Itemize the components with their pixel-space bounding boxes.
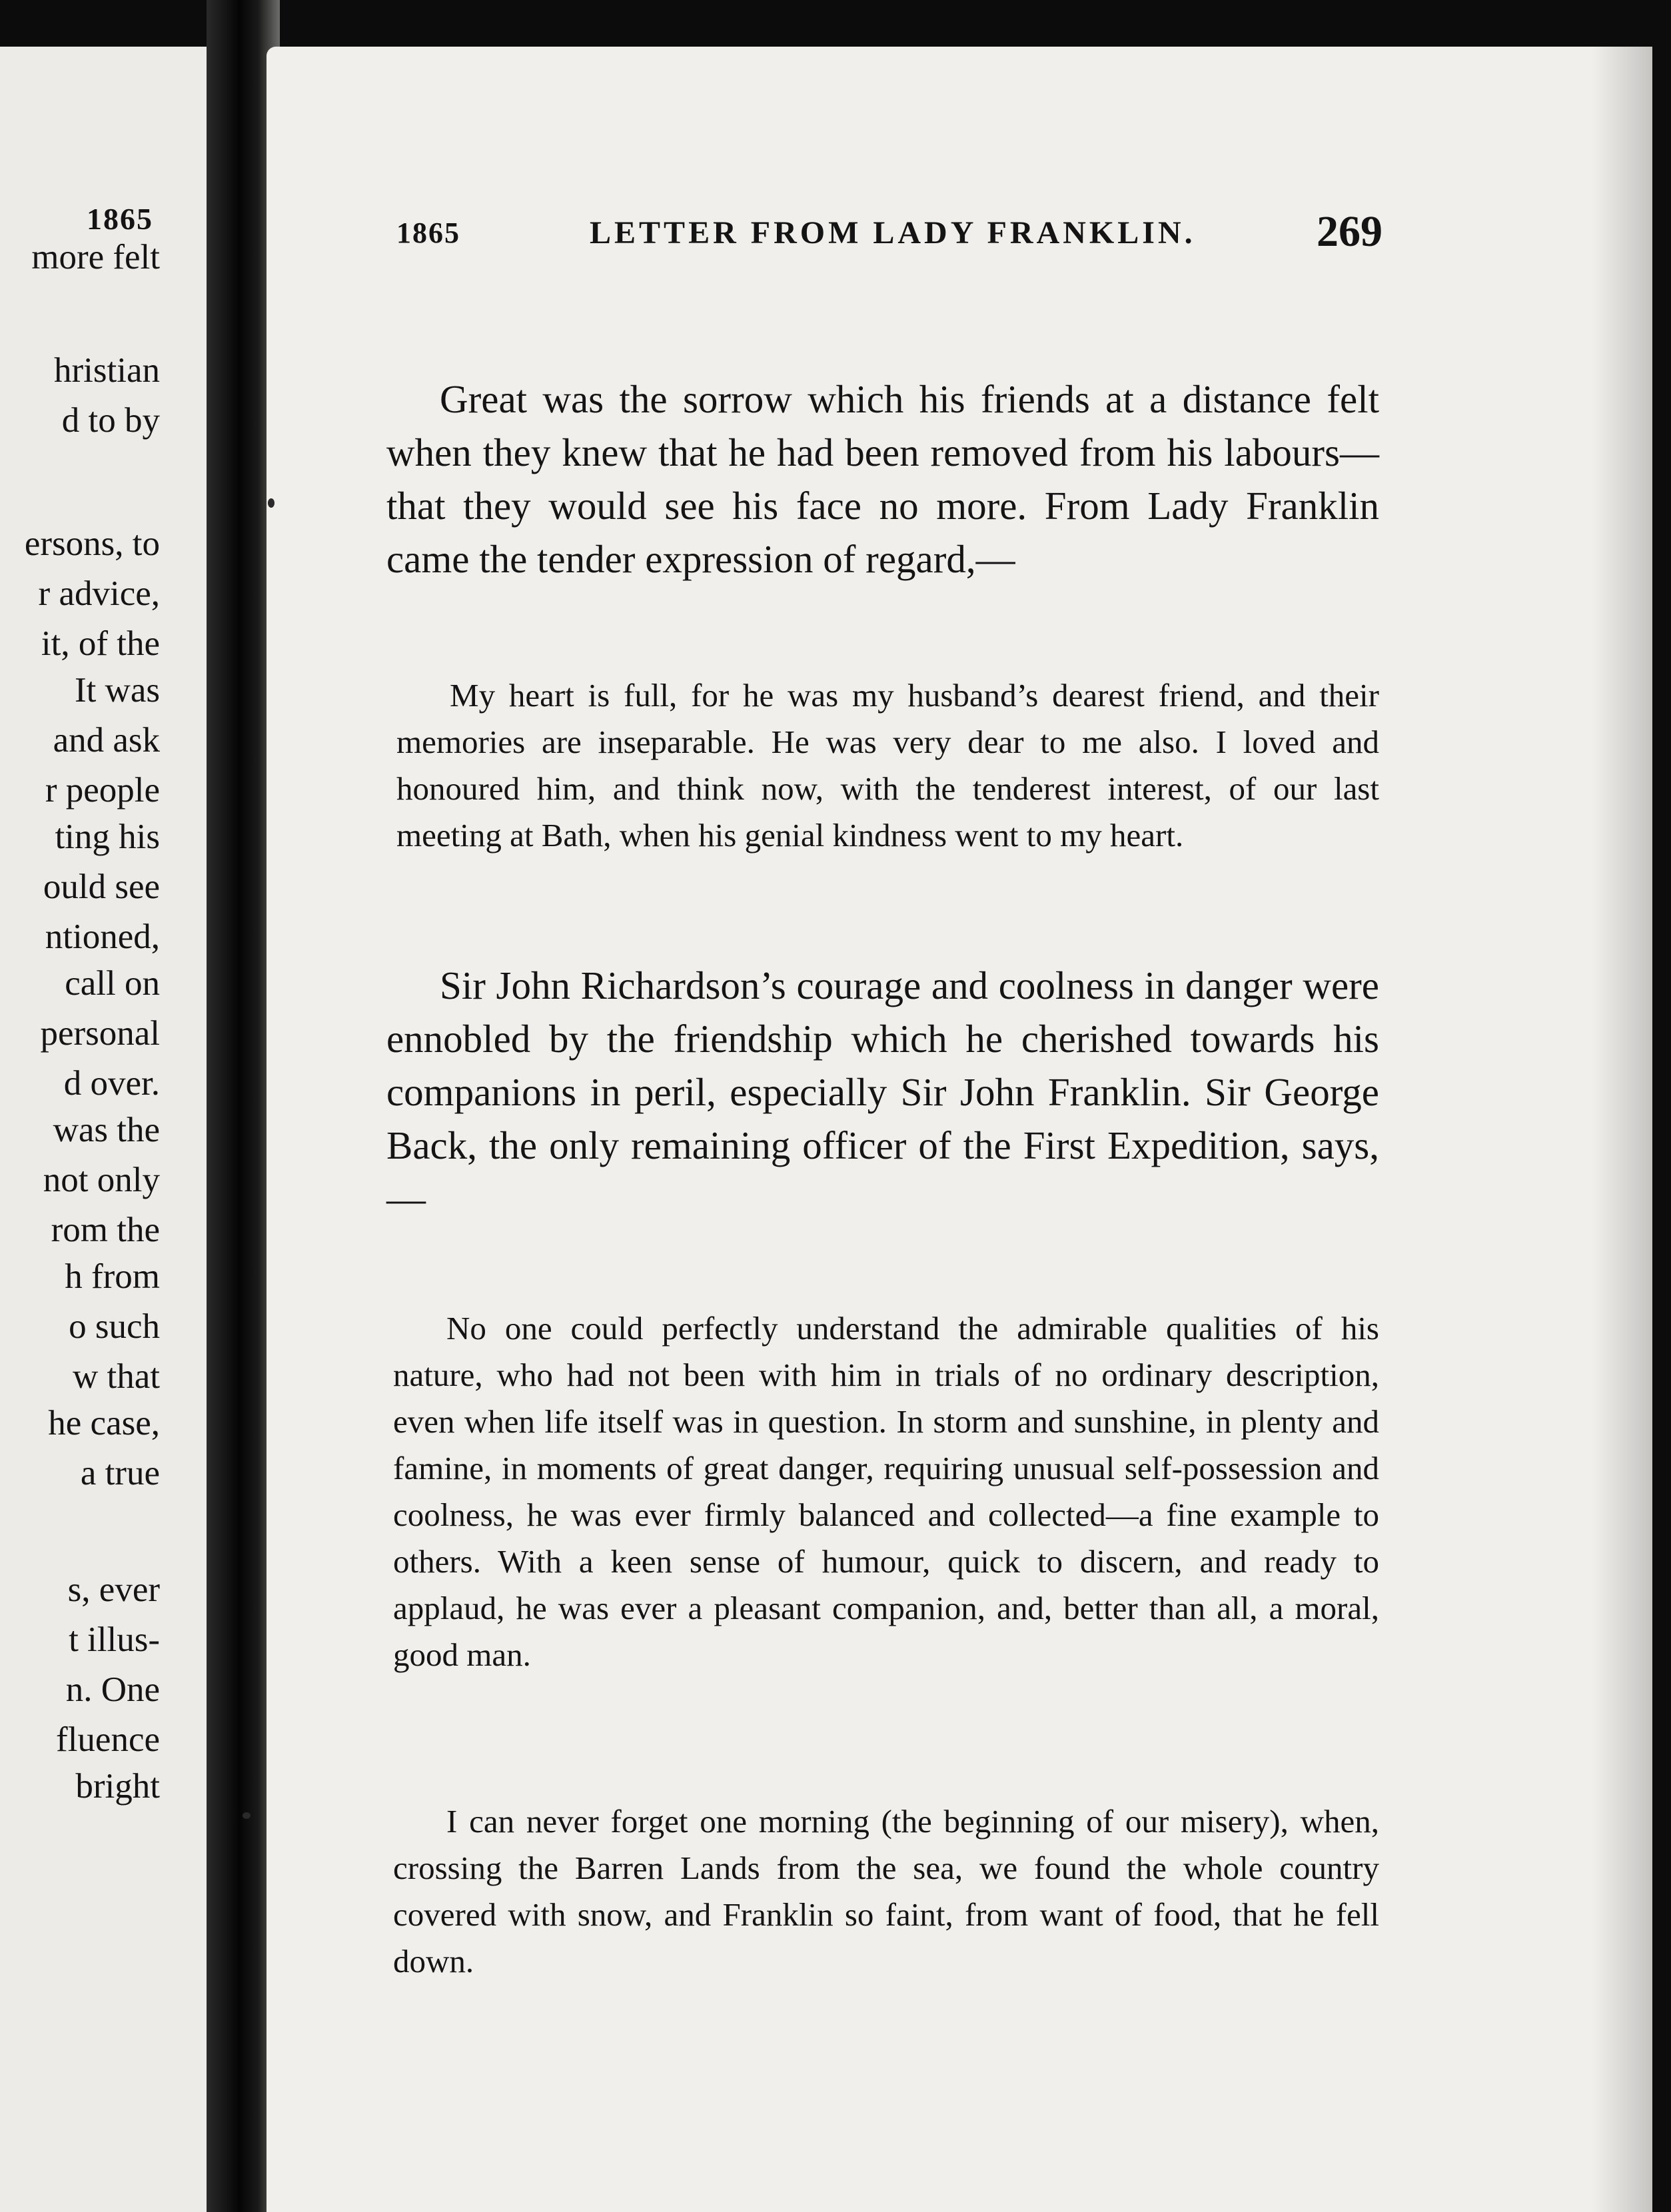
- left-page-line: a true: [80, 1454, 160, 1492]
- left-page-year: 1865: [87, 202, 153, 236]
- left-page-line: not only: [43, 1161, 160, 1199]
- left-page-line: it, of the: [41, 624, 160, 663]
- scan-speck: [268, 498, 275, 508]
- left-page-line: It was: [74, 671, 160, 710]
- left-page-line: ersons, to: [24, 524, 160, 563]
- left-page-line: ould see: [43, 867, 160, 906]
- running-header: [396, 207, 1383, 260]
- page-number: 269: [1317, 207, 1383, 256]
- left-page-line: d to by: [61, 401, 160, 440]
- left-page-line: ntioned,: [45, 917, 160, 956]
- quote-george-back: No one could perfectly understand the admirable qualities of his nature, who had not been with him in trials of no ordinary description, even when life itself was in question. In storm and sunshine, in plenty and famine, in moments of great danger, requiring unusual self-possession and coolness, he was ever firmly balanced and collected—a fine example to others. With a keen sense of humour, quick to discern, and ready to applaud, he was ever a pleasant companion, and, better than all, a moral, good man.: [393, 1310, 1379, 1673]
- left-page-line: he case,: [48, 1404, 160, 1442]
- left-page-line: fluence: [56, 1720, 160, 1759]
- header-title: LETTER FROM LADY FRANKLIN.: [590, 215, 1196, 251]
- paragraph-richardson: Sir John Richardson’s courage and coolness in danger were ennobled by the friendship which he cherished towards his companions in peril, especially Sir John Franklin. Sir George Back, the only remaining officer of the First Expedition, says,—: [386, 963, 1379, 1221]
- scan-speck: [243, 1812, 251, 1819]
- left-page-line: w that: [73, 1357, 160, 1396]
- left-page-line: h from: [65, 1257, 160, 1296]
- left-page-line: s, ever: [67, 1570, 160, 1609]
- paragraph-sorrow: Great was the sorrow which his friends at a distance felt when they knew that he had been removed from his labours—that they would see his face no more. From Lady Franklin came the tender expression of regard,—: [386, 377, 1379, 581]
- page-edge-shadow: [1592, 47, 1652, 2212]
- left-page-line: and ask: [53, 721, 160, 760]
- quote-barren-lands: I can never forget one morning (the beginning of our misery), when, crossing the Barren Lands from the sea, we found the whole country covered with snow, and Franklin so faint, from want of food, that he fell down.: [393, 1803, 1379, 1979]
- left-page-line: n. One: [65, 1670, 160, 1709]
- left-page-line: r people: [45, 771, 160, 810]
- left-page-line: bright: [75, 1767, 160, 1806]
- quote-lady-franklin: My heart is full, for he was my husband’s dearest friend, and their memories are inseparable. He was very dear to me also. I loved and honoured him, and think now, with the tenderest interest, of our last meeting at Bath, when his genial kindness went to my heart.: [396, 677, 1379, 853]
- left-page-line: was the: [53, 1111, 160, 1149]
- left-page-line: personal: [40, 1014, 160, 1053]
- left-page-line: rom the: [51, 1211, 160, 1249]
- left-page-line: call on: [65, 964, 160, 1003]
- left-page-line: ting his: [55, 818, 160, 856]
- left-page-line: d over.: [63, 1064, 160, 1103]
- left-page-line: more felt: [31, 238, 160, 276]
- header-year: 1865: [396, 217, 460, 249]
- left-page-line: t illus-: [69, 1620, 160, 1659]
- left-page-line: o such: [69, 1307, 160, 1346]
- left-page-line: r advice,: [38, 574, 160, 613]
- right-page: [267, 47, 1652, 2212]
- left-page-line: hristian: [54, 351, 160, 390]
- left-page: [0, 47, 240, 2212]
